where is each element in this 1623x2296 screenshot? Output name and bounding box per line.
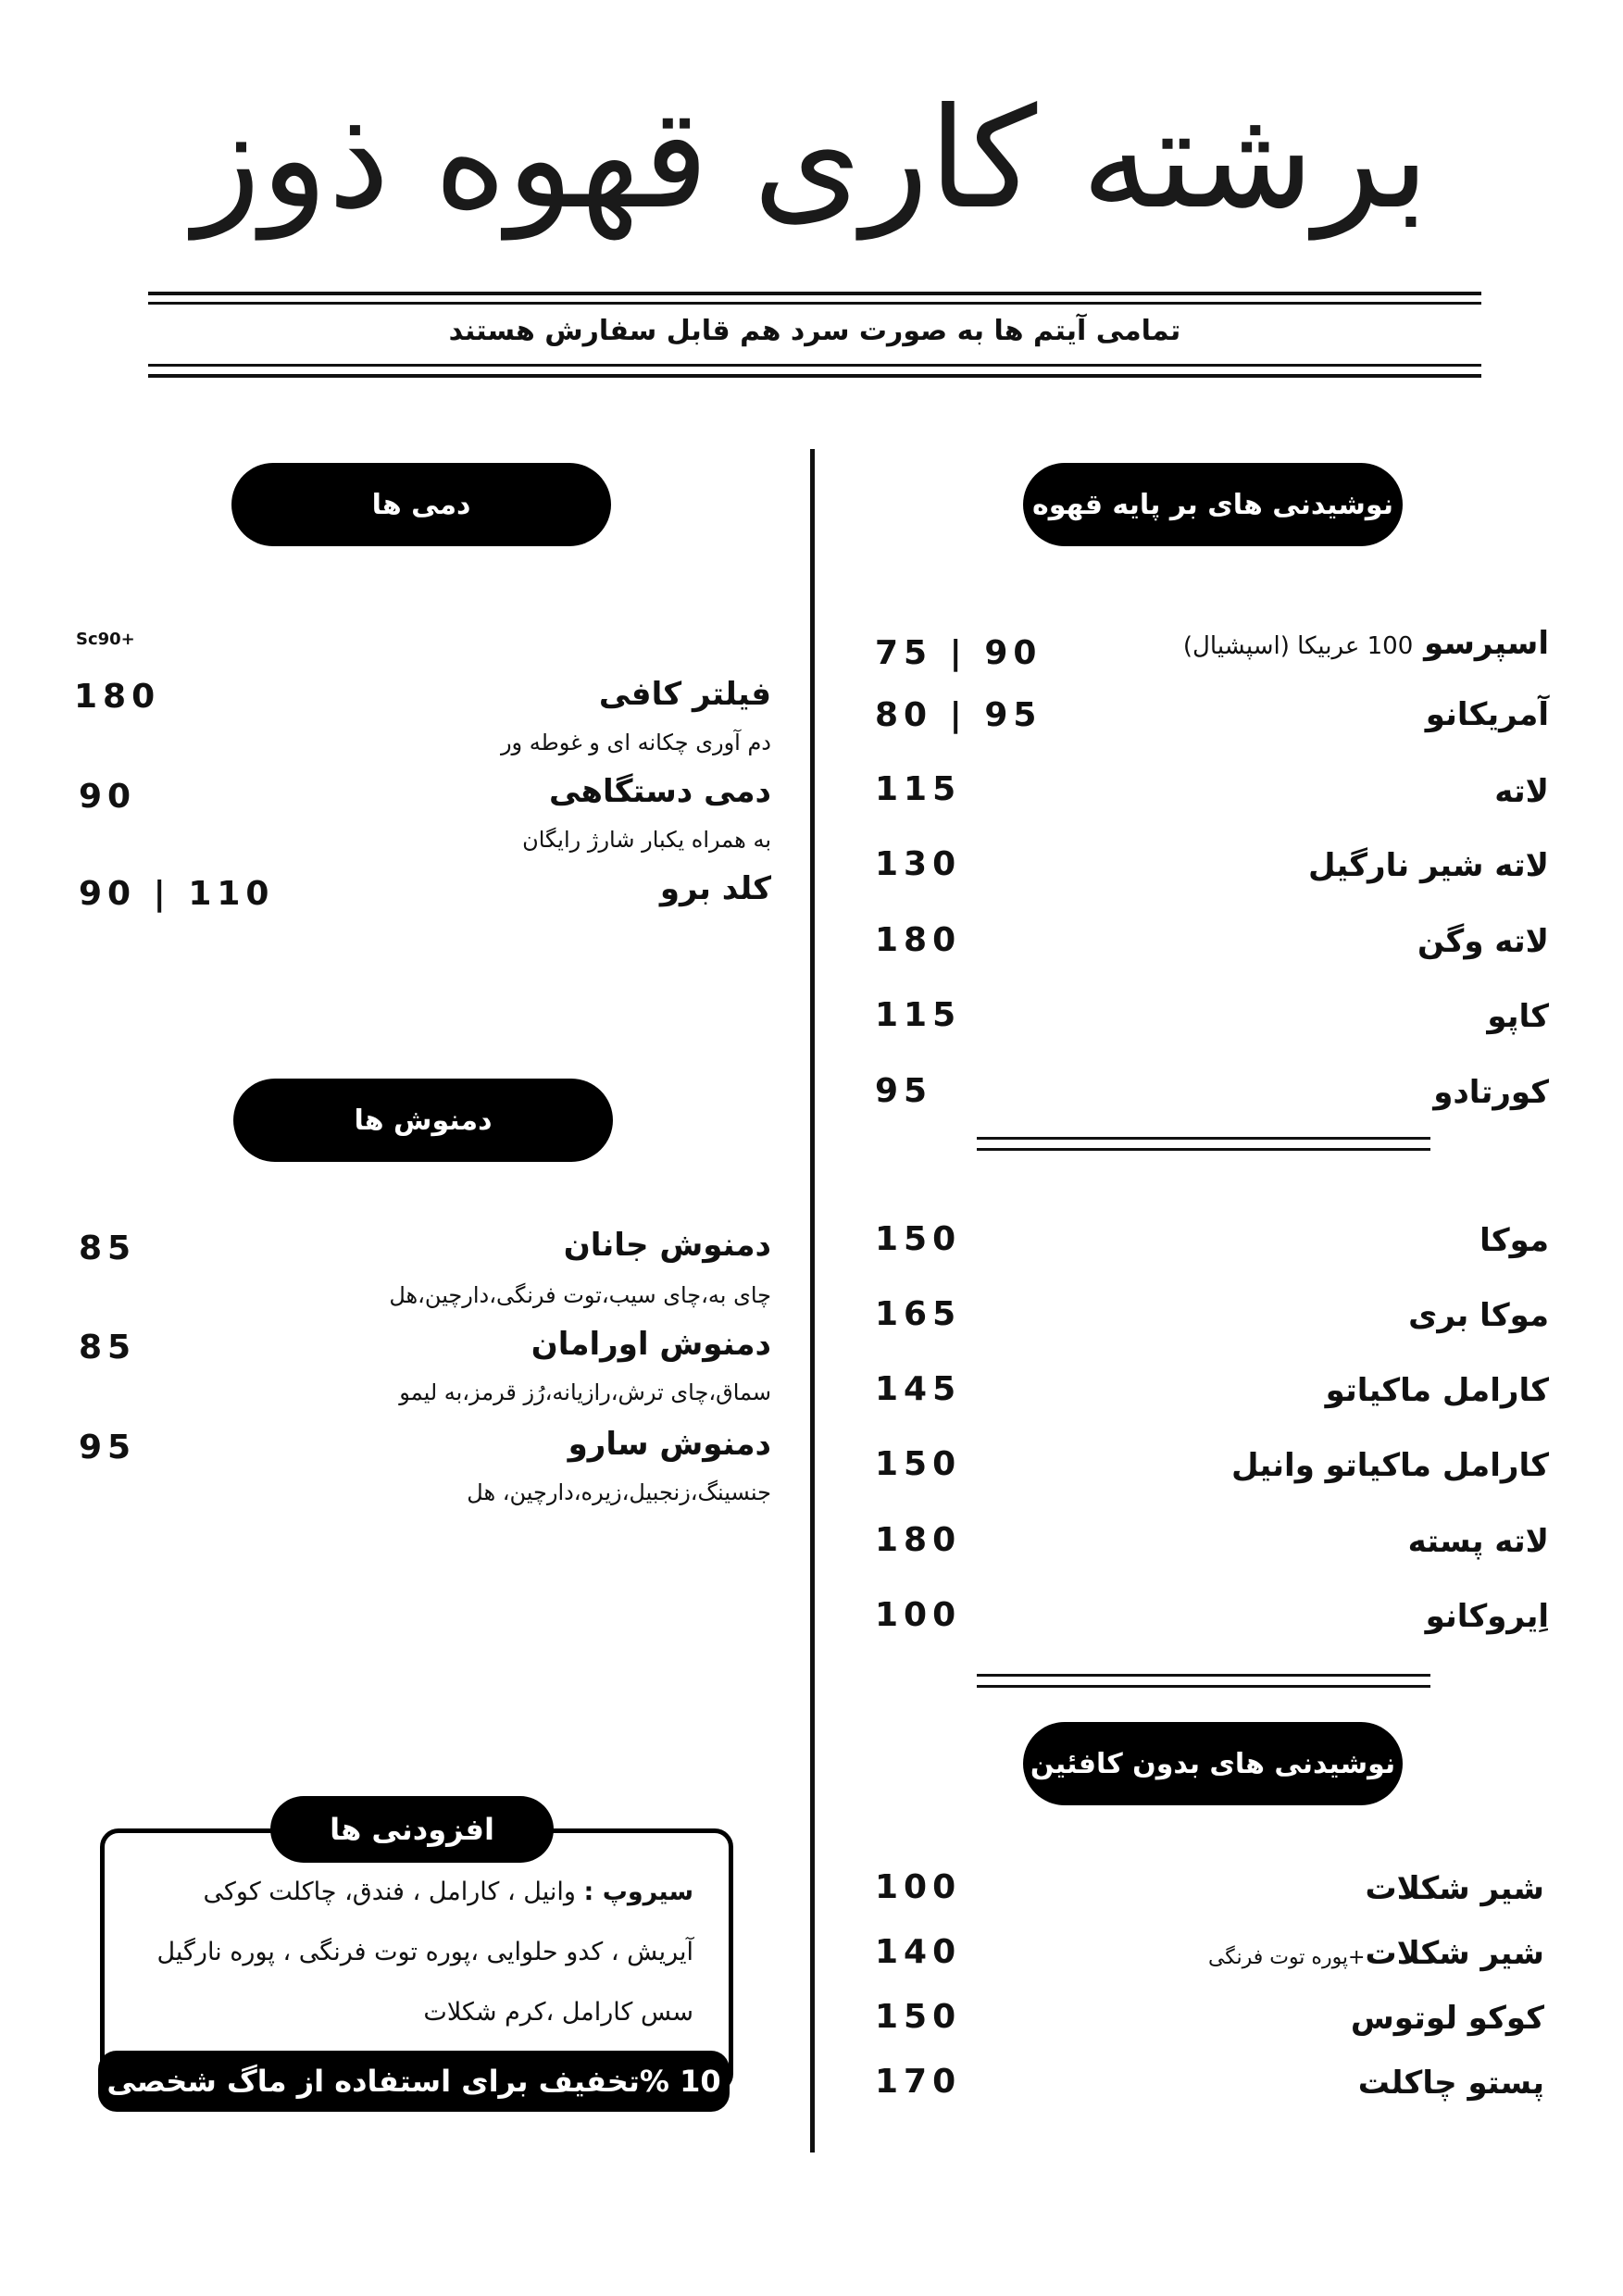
item-price: 90 | 110	[79, 875, 275, 913]
list-item: موکا	[1479, 1222, 1549, 1259]
item-price: 95	[79, 1429, 137, 1466]
list-item: شیر شکلات+پوره توت فرنگی	[1207, 1935, 1544, 1972]
list-item: کوکو لوتوس	[1350, 2000, 1544, 2037]
item-description: دم آوری چکانه ای و غوطه ور	[500, 730, 771, 755]
column-divider	[810, 449, 815, 2152]
item-price: 75 | 90	[875, 634, 1042, 672]
coffee-divider-2	[977, 1148, 1430, 1151]
list-item: لاته شیر نارگیل	[1308, 847, 1549, 884]
list-item: آمریکانو	[1425, 696, 1549, 733]
decaf-divider-2	[977, 1685, 1430, 1688]
addons-line-2: آیریش ، کدو حلوایی ،پوره توت فرنگی ، پوره نارگیل	[156, 1938, 693, 1966]
brew-note: Sc90+	[76, 630, 135, 649]
list-item: لاته وگن	[1417, 923, 1549, 960]
item-price: 150	[875, 1998, 962, 2036]
item-price: 100	[875, 1868, 962, 1906]
item-price: 115	[875, 996, 962, 1034]
item-price: 85	[79, 1229, 137, 1267]
addons-heading: افزودنی ها	[270, 1796, 554, 1863]
addons-line-syrup: سیروپ : وانیل ، کارامل ، فندق، چاکلت کوکی	[203, 1878, 693, 1906]
item-price: 80 | 95	[875, 696, 1042, 734]
header-divider-top	[148, 292, 1481, 295]
item-price: 95	[875, 1072, 933, 1110]
list-item: دمی دستگاهی	[548, 773, 771, 810]
header-divider-bottom	[148, 364, 1481, 367]
list-item: اِیروکانو	[1425, 1598, 1549, 1635]
brew-section-heading: دمی ها	[231, 463, 611, 546]
coffee-divider	[977, 1137, 1430, 1140]
item-price: 165	[875, 1295, 962, 1333]
discount-banner: 10 %تخفیف برای استفاده از ماگ شخصی	[98, 2051, 730, 2112]
list-item: لاته پسته	[1407, 1523, 1549, 1560]
list-item: پستو چاکلت	[1357, 2065, 1544, 2102]
header-divider-bottom-2	[148, 374, 1481, 378]
list-item: کورتادو	[1433, 1074, 1549, 1111]
item-description: چای به،چای سیب،توت فرنگی،دارچین،هل	[389, 1282, 771, 1308]
item-description: به همراه یکبار شارژ رایگان	[522, 827, 771, 853]
item-price: 180	[875, 1521, 962, 1559]
item-price: 85	[79, 1329, 137, 1366]
header-divider-top-2	[148, 302, 1481, 305]
list-item: شیر شکلات	[1365, 1870, 1544, 1907]
item-price: 150	[875, 1220, 962, 1258]
list-item: کلد برو	[659, 870, 771, 907]
item-description: جنسینگ،زنجبیل،زیره،دارچین، هل	[467, 1479, 771, 1505]
coffee-section-heading: نوشیدنی های بر پایه قهوه	[1023, 463, 1403, 546]
menu-subtitle: تمامی آیتم ها به صورت سرد هم قابل سفارش هستند	[448, 315, 1181, 347]
list-item: دمنوش اورامان	[531, 1326, 771, 1363]
item-price: 140	[875, 1933, 962, 1971]
item-price: 180	[74, 678, 161, 716]
addons-line-3: سس کارامل ،کرم شکلات	[423, 1998, 693, 2027]
item-price: 170	[875, 2063, 962, 2101]
list-item: فیلتر کافی	[598, 676, 771, 713]
infusion-section-heading: دمنوش ها	[233, 1079, 613, 1162]
item-price: 180	[875, 921, 962, 959]
list-item: کاپو	[1487, 998, 1549, 1035]
decaf-section-heading: نوشیدنی های بدون کافئین	[1023, 1722, 1403, 1805]
list-item: موکا بری	[1408, 1297, 1549, 1334]
list-item: دمنوش جانان	[563, 1227, 771, 1264]
list-item: اسپرسو 100 عربیکا (اسپشیال)	[1182, 625, 1549, 662]
list-item: دمنوش سارو	[568, 1426, 771, 1463]
item-price: 130	[875, 845, 962, 883]
item-price: 90	[79, 778, 137, 816]
item-price: 145	[875, 1370, 962, 1408]
item-price: 150	[875, 1445, 962, 1483]
list-item: کارامل ماکیاتو وانیل	[1231, 1447, 1549, 1484]
item-price: 100	[875, 1596, 962, 1634]
item-price: 115	[875, 770, 962, 808]
list-item: لاته	[1494, 773, 1549, 810]
menu-title: برشته کاری قهوه ذوز	[194, 79, 1429, 240]
list-item: کارامل ماکیاتو	[1325, 1372, 1549, 1409]
decaf-divider	[977, 1674, 1430, 1677]
item-description: سماق،چای ترش،رازیانه،رُز قرمز،به لیمو	[399, 1379, 771, 1405]
